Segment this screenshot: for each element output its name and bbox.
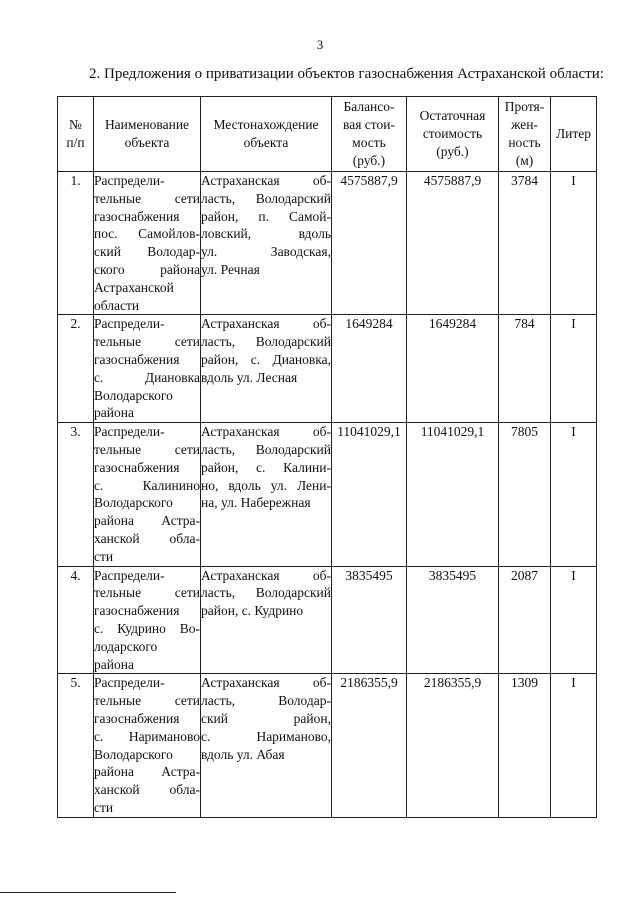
text-line: района Астра- xyxy=(94,764,200,780)
text-line: район, с. Кудрино xyxy=(201,603,304,619)
text-line: Наименование xyxy=(104,117,190,133)
text-line: ность xyxy=(508,135,541,150)
balance-cost: 4575887,9 xyxy=(332,172,407,315)
liter: I xyxy=(551,315,597,423)
object-name xyxy=(94,315,201,423)
liter: I xyxy=(551,172,597,315)
object-location xyxy=(201,566,332,674)
text-line: (м) xyxy=(515,152,534,168)
row-number: 3. xyxy=(58,423,94,566)
text-line: Распредели- xyxy=(94,675,165,691)
length: 2087 xyxy=(499,566,551,674)
text-line: района xyxy=(94,405,134,421)
text-line: Остаточная xyxy=(419,108,486,124)
text-line: Астраханская об- xyxy=(201,675,331,691)
text-line: газоснабжения xyxy=(94,208,180,224)
text-line: Астраханской xyxy=(94,279,174,295)
text-line: Володарского xyxy=(94,495,173,511)
text-line: Распредели- xyxy=(94,567,165,583)
text-line: газоснабжения xyxy=(94,351,180,367)
text-line: № xyxy=(69,117,82,133)
text-line: стоимость xyxy=(422,126,483,142)
residual-cost: 1649284 xyxy=(407,315,499,423)
text-line: район, с. Калини- xyxy=(201,459,331,475)
text-line: ул. Речная xyxy=(201,261,260,277)
text-line: ский Володар- xyxy=(94,244,200,260)
text-line: Астраханская об- xyxy=(201,567,331,583)
balance-cost: 3835495 xyxy=(332,566,407,674)
object-location xyxy=(201,423,332,566)
text-line: Володарского xyxy=(94,746,173,762)
text-line: ласть, Володар- xyxy=(201,693,331,709)
text-line: сти xyxy=(94,548,114,564)
text-line: мость xyxy=(352,135,386,150)
text-line: ский район, xyxy=(201,710,331,726)
text-line: п/п xyxy=(66,135,85,150)
table-row xyxy=(58,423,597,566)
footnote-separator xyxy=(0,892,176,893)
text-line: Володарского xyxy=(94,387,173,403)
text-line: вдоль ул. Абая xyxy=(201,746,285,762)
text-line: (руб.) xyxy=(436,143,469,159)
text-line: Местонахождение xyxy=(213,117,319,133)
balance-cost: 11041029,1 xyxy=(332,423,407,566)
text-line: на, ул. Набережная xyxy=(201,495,311,511)
text-line: пос. Самойлов- xyxy=(94,226,200,242)
balance-cost: 2186355,9 xyxy=(332,674,407,817)
text-line: Астраханская об- xyxy=(201,316,331,332)
text-line: район, с. Диановка, xyxy=(201,351,331,367)
text-line: района xyxy=(94,656,134,672)
text-line: район, п. Самой- xyxy=(201,208,331,224)
table-row xyxy=(58,674,597,817)
text-line: тельные сети xyxy=(94,441,200,457)
text-line: Литер xyxy=(555,126,592,142)
length: 1309 xyxy=(499,674,551,817)
balance-cost: 1649284 xyxy=(332,315,407,423)
object-location xyxy=(201,172,332,315)
header-liter xyxy=(551,97,597,172)
text-line: тельные сети xyxy=(94,693,200,709)
text-line: Балансо- xyxy=(343,99,395,115)
row-number: 4. xyxy=(58,566,94,674)
residual-cost: 4575887,9 xyxy=(407,172,499,315)
section-title: 2. Предложения о приватизации объектов газоснабжения Астраханской области: xyxy=(89,66,604,82)
header-residual-cost xyxy=(407,97,499,172)
residual-cost: 2186355,9 xyxy=(407,674,499,817)
text-line: лодарского xyxy=(94,638,158,654)
residual-cost: 11041029,1 xyxy=(407,423,499,566)
text-line: (руб.) xyxy=(352,152,386,168)
text-line: с. Калинино xyxy=(94,477,200,493)
text-line: Протя- xyxy=(504,99,545,115)
residual-cost: 3835495 xyxy=(407,566,499,674)
text-line: тельные сети xyxy=(94,334,200,350)
liter: I xyxy=(551,423,597,566)
text-line: объекта xyxy=(243,135,289,150)
row-number: 5. xyxy=(58,674,94,817)
object-name xyxy=(94,674,201,817)
text-line: газоснабжения xyxy=(94,710,180,726)
liter: I xyxy=(551,674,597,817)
text-line: объекта xyxy=(124,135,170,150)
text-line: с. Диановка xyxy=(94,369,200,385)
text-line: ласть, Володарский xyxy=(201,585,331,601)
text-line: с. Нариманово xyxy=(94,728,200,744)
text-line: ласть, Володарский xyxy=(201,334,331,350)
object-location xyxy=(201,674,332,817)
text-line: Астраханская об- xyxy=(201,424,331,440)
privatization-table xyxy=(57,96,597,818)
text-line: ханской обла- xyxy=(94,530,200,546)
page-number: 3 xyxy=(316,37,324,52)
text-line: но, вдоль ул. Лени- xyxy=(201,477,331,493)
length: 7805 xyxy=(499,423,551,566)
text-line: ханской обла- xyxy=(94,782,200,798)
table-row xyxy=(58,172,597,315)
header-balance-cost xyxy=(332,97,407,172)
text-line: газоснабжения xyxy=(94,603,180,619)
text-line: с. Нариманово, xyxy=(201,728,331,744)
object-name xyxy=(94,423,201,566)
object-location xyxy=(201,315,332,423)
header-num xyxy=(58,97,94,172)
text-line: Астраханская об- xyxy=(201,173,331,188)
text-line: ласть, Володарский xyxy=(201,190,331,206)
liter: I xyxy=(551,566,597,674)
text-line: района Астра- xyxy=(94,513,200,529)
text-line: сти xyxy=(94,799,114,815)
length: 784 xyxy=(499,315,551,423)
text-line: вая стои- xyxy=(343,117,395,133)
text-line: вдоль ул. Лесная xyxy=(201,369,298,385)
row-number: 2. xyxy=(58,315,94,423)
header-length xyxy=(499,97,551,172)
text-line: тельные сети xyxy=(94,190,200,206)
table-row xyxy=(58,566,597,674)
header-location xyxy=(201,97,332,172)
text-line: ласть, Володарский xyxy=(201,441,331,457)
text-line: газоснабжения xyxy=(94,459,180,475)
text-line: Распредели- xyxy=(94,173,165,188)
text-line: ул. Заводская, xyxy=(201,244,331,260)
text-line: Распредели- xyxy=(94,424,165,440)
table-header-row xyxy=(58,97,597,172)
text-line: ского района xyxy=(94,261,200,277)
row-number: 1. xyxy=(58,172,94,315)
text-line: с. Кудрино Во- xyxy=(94,620,200,636)
length: 3784 xyxy=(499,172,551,315)
object-name xyxy=(94,566,201,674)
header-name xyxy=(94,97,201,172)
text-line: тельные сети xyxy=(94,585,200,601)
table-row xyxy=(58,315,597,423)
text-line: Распредели- xyxy=(94,316,165,332)
text-line: области xyxy=(94,297,140,313)
text-line: ловский, вдоль xyxy=(201,226,331,242)
object-name xyxy=(94,172,201,315)
text-line: жен- xyxy=(511,117,538,133)
